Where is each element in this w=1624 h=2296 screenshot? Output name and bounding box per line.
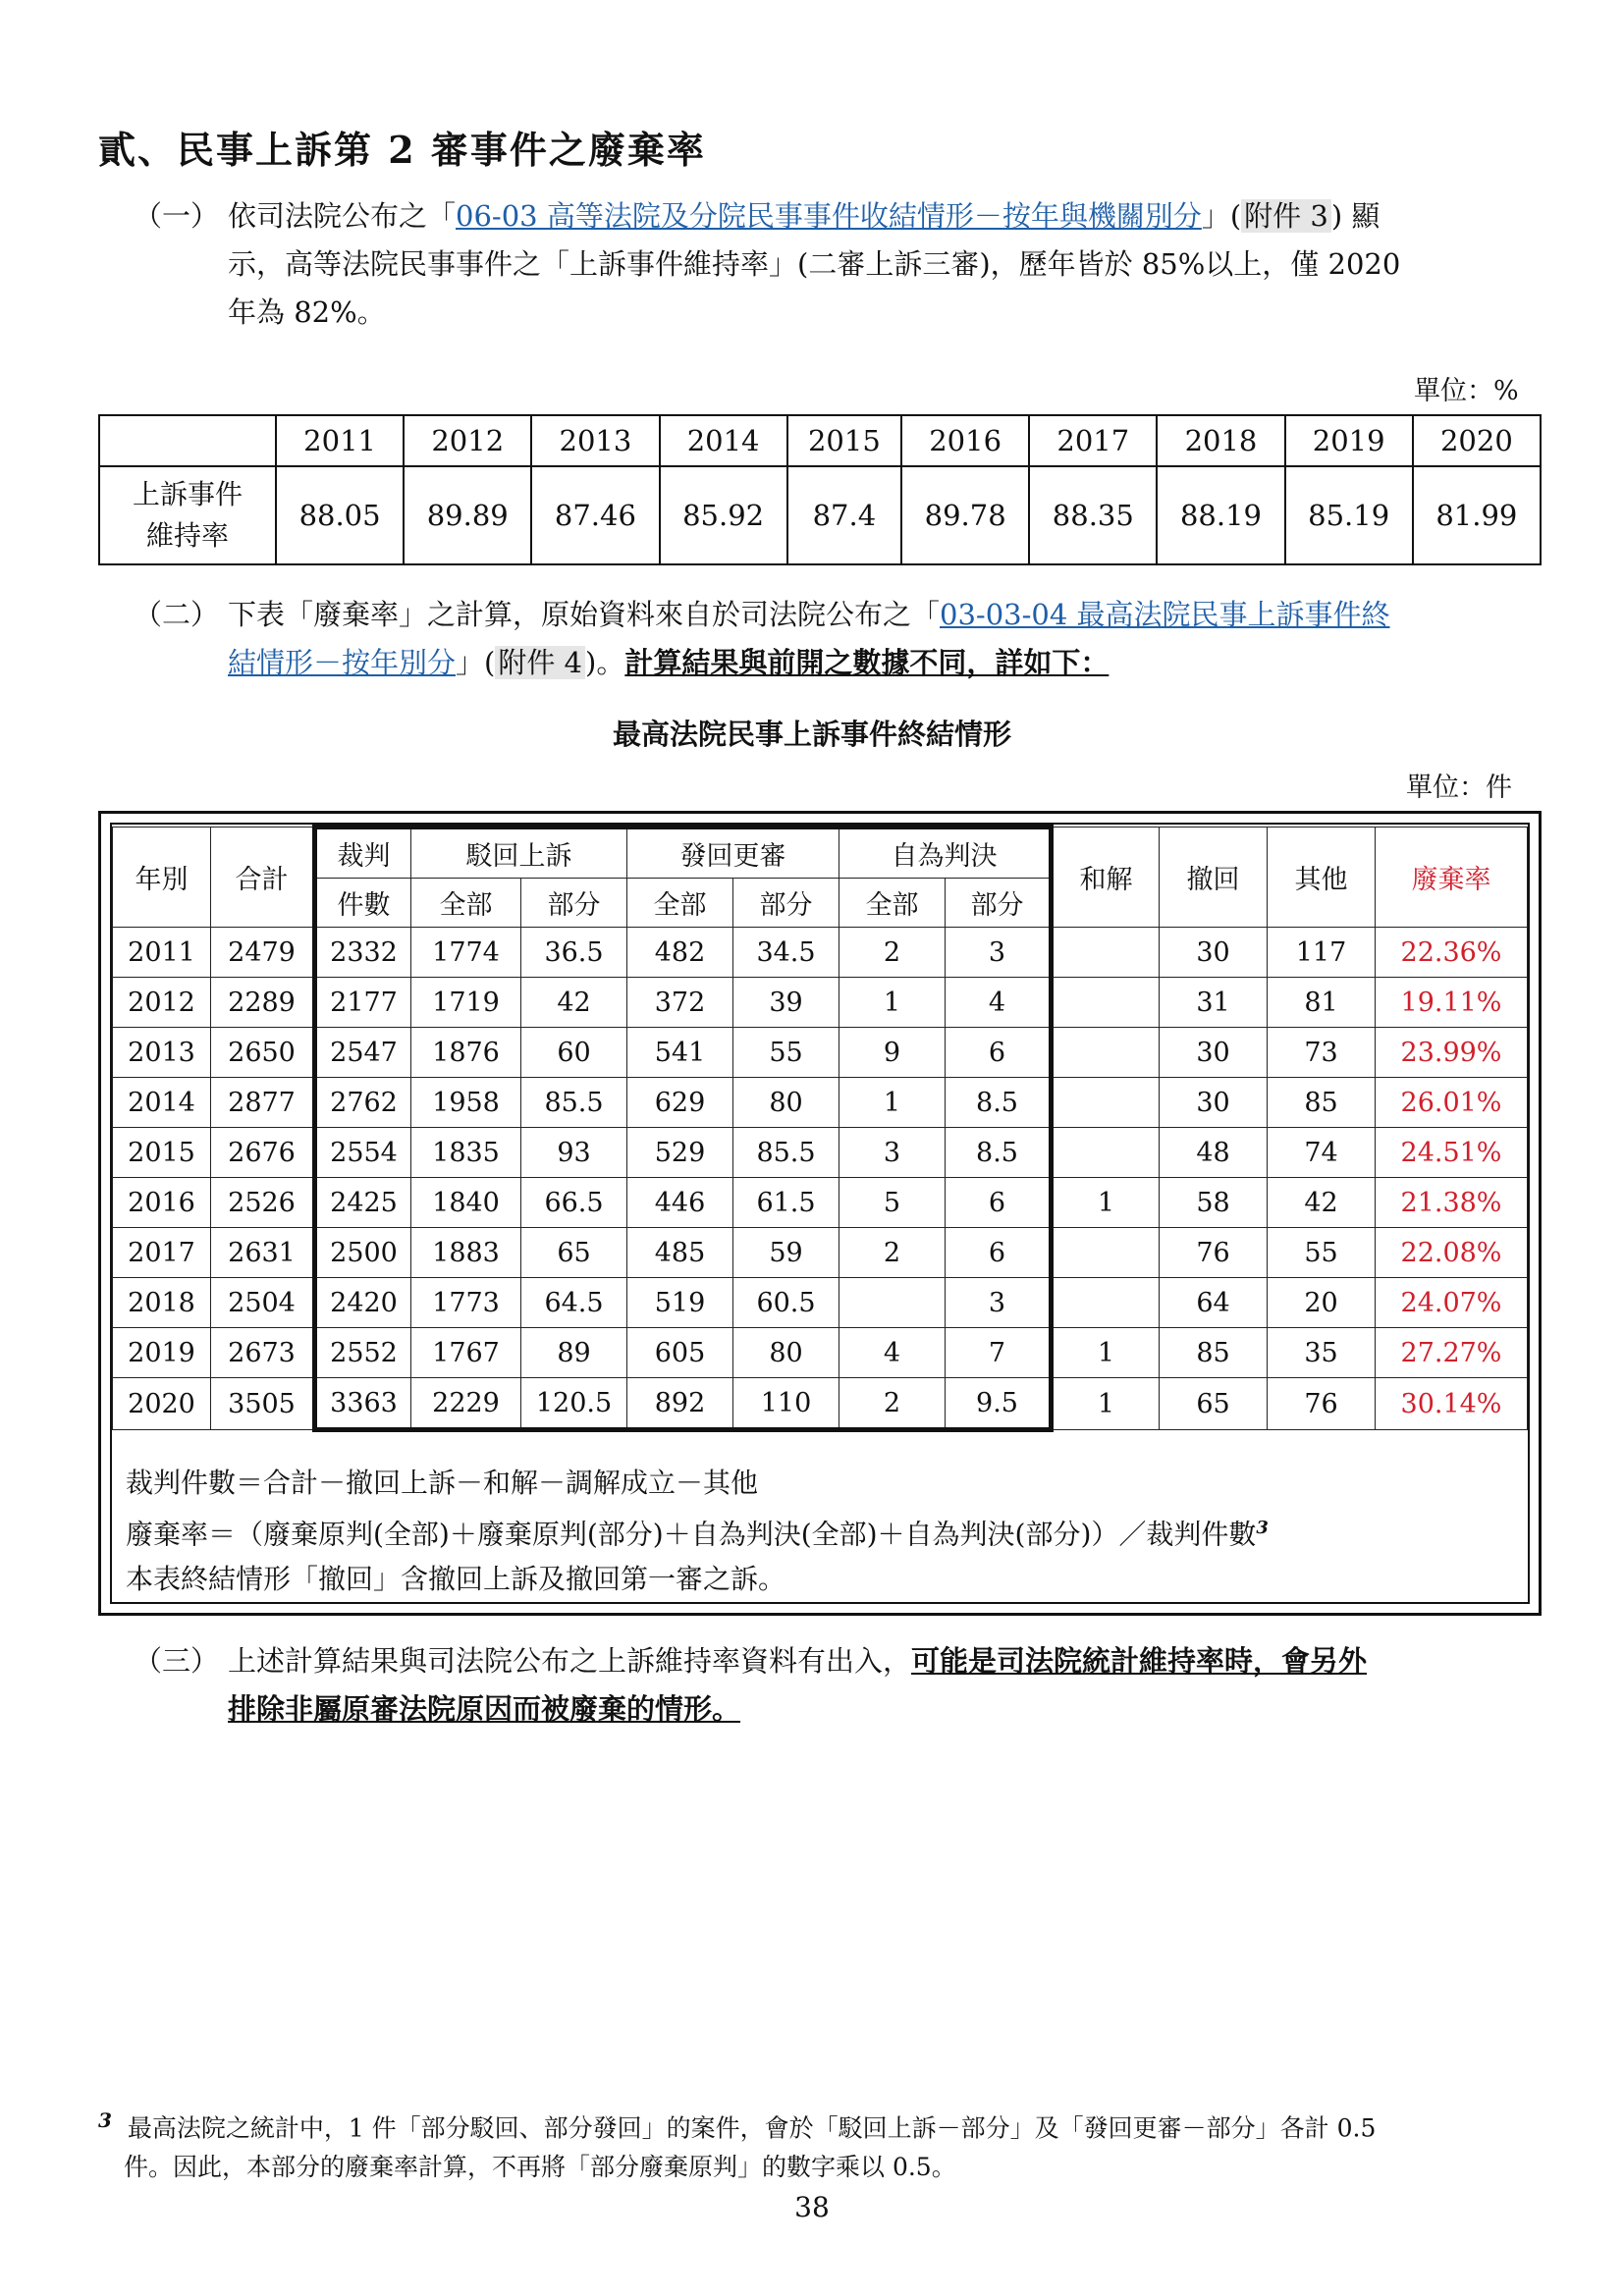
table-cell xyxy=(1052,978,1160,1028)
table-cell: 8.5 xyxy=(946,1128,1052,1178)
table-cell: 9.5 xyxy=(946,1378,1052,1430)
table-cell: 2420 xyxy=(315,1278,411,1328)
table-cell: 2332 xyxy=(315,928,411,978)
t1-value: 87.46 xyxy=(531,466,659,564)
t1-year: 2012 xyxy=(404,415,531,466)
table-cell: 85 xyxy=(1268,1078,1376,1128)
table-cell: 2762 xyxy=(315,1078,411,1128)
table-row xyxy=(113,1178,1528,1228)
table-cell: 64.5 xyxy=(521,1278,627,1328)
para-2-emphasis: 計算結果與前開之數據不同，詳如下： xyxy=(624,646,1110,679)
table-cell: 30 xyxy=(1160,928,1268,978)
table-cell: 34.5 xyxy=(733,928,839,978)
table-cell: 1876 xyxy=(411,1028,521,1078)
table-cell: 6 xyxy=(946,1228,1052,1278)
table-cell: 2011 xyxy=(113,928,211,978)
table-cell: 61.5 xyxy=(733,1178,839,1228)
table-cell: 93 xyxy=(521,1128,627,1178)
attachment-3-badge: 附件 3 xyxy=(1241,199,1331,233)
table-cell: 2676 xyxy=(211,1128,315,1178)
table-cell: 80 xyxy=(733,1328,839,1378)
table-cell xyxy=(1052,1278,1160,1328)
table-cell: 80 xyxy=(733,1078,839,1128)
table-cell: 65 xyxy=(1160,1378,1268,1430)
unit-label-percent: 單位：% xyxy=(1414,376,1519,406)
table-cell: 2877 xyxy=(211,1078,315,1128)
table-cell: 89 xyxy=(521,1328,627,1378)
table-cell: 1958 xyxy=(411,1078,521,1128)
table-cell: 4 xyxy=(946,978,1052,1028)
table-cell: 3363 xyxy=(315,1378,411,1430)
paragraph-1 xyxy=(134,192,1528,337)
table-cell: 48 xyxy=(1160,1128,1268,1178)
table-cell: 8.5 xyxy=(946,1078,1052,1128)
table-cell: 2504 xyxy=(211,1278,315,1328)
table-cell: 60.5 xyxy=(733,1278,839,1328)
table-cell: 60 xyxy=(521,1028,627,1078)
t1-year: 2016 xyxy=(901,415,1029,466)
t2-header-remand: 發回更審 xyxy=(627,828,839,879)
table-cell: 2552 xyxy=(315,1328,411,1378)
link-03-03-04-cont[interactable]: 結情形－按年別分 xyxy=(228,646,457,679)
table-cell: 2018 xyxy=(113,1278,211,1328)
para-1-line-3: 年為 82%。 xyxy=(228,295,386,329)
supreme-court-table xyxy=(112,825,1528,1432)
table-cell: 485 xyxy=(627,1228,733,1278)
table-2-notes xyxy=(126,1461,1269,1602)
table-cell: 6 xyxy=(946,1178,1052,1228)
para-3-emphasis-cont: 排除非屬原審法院原因而被廢棄的情形。 xyxy=(228,1692,741,1726)
table-cell: 55 xyxy=(1268,1228,1376,1278)
t2-header-other: 其他 xyxy=(1268,828,1376,928)
table-cell: 42 xyxy=(1268,1178,1376,1228)
t2-header-self: 自為判決 xyxy=(839,828,1052,879)
t1-year: 2015 xyxy=(787,415,901,466)
table-cell: 73 xyxy=(1268,1028,1376,1078)
t2-header-total: 合計 xyxy=(211,828,315,928)
table-cell: 64 xyxy=(1160,1278,1268,1328)
table-cell: 76 xyxy=(1160,1228,1268,1278)
table-cell: 1 xyxy=(1052,1178,1160,1228)
table-cell: 2014 xyxy=(113,1078,211,1128)
link-03-03-04[interactable]: 03-03-04 最高法院民事上訴事件終 xyxy=(940,598,1390,631)
para-3-number: （三） xyxy=(134,1644,220,1678)
table-cell: 6 xyxy=(946,1028,1052,1078)
t1-year: 2020 xyxy=(1413,415,1541,466)
table-cell: 117 xyxy=(1268,928,1376,978)
page-number: 38 xyxy=(794,2191,830,2223)
table-cell: 55 xyxy=(733,1028,839,1078)
table-cell: 482 xyxy=(627,928,733,978)
table-cell: 120.5 xyxy=(521,1378,627,1430)
table-cell: 31 xyxy=(1160,978,1268,1028)
note-judged-formula: 裁判件數＝合計－撤回上訴－和解－調解成立－其他 xyxy=(126,1467,759,1499)
table-cell: 39 xyxy=(733,978,839,1028)
t2-sub-all: 全部 xyxy=(411,879,521,928)
paragraph-3 xyxy=(134,1637,1528,1734)
table-row xyxy=(113,1028,1528,1078)
table-cell: 519 xyxy=(627,1278,733,1328)
table-cell: 2425 xyxy=(315,1178,411,1228)
table-cell: 3 xyxy=(946,928,1052,978)
table-cell: 27.27% xyxy=(1376,1328,1528,1378)
footnote-ref: 3 xyxy=(1256,1518,1269,1538)
table-row xyxy=(113,978,1528,1028)
table-cell: 42 xyxy=(521,978,627,1028)
table-cell: 74 xyxy=(1268,1128,1376,1178)
supreme-court-table-frame xyxy=(98,811,1542,1616)
table-cell: 2177 xyxy=(315,978,411,1028)
section-heading: 貳、民事上訴第 2 審事件之廢棄率 xyxy=(98,128,706,172)
table-cell: 1883 xyxy=(411,1228,521,1278)
table-cell: 2019 xyxy=(113,1328,211,1378)
table-cell: 2500 xyxy=(315,1228,411,1278)
table-cell: 2015 xyxy=(113,1128,211,1178)
t2-sub-part: 部分 xyxy=(733,879,839,928)
table-cell: 3 xyxy=(839,1128,946,1178)
maintenance-rate-table xyxy=(98,414,1542,565)
table-row xyxy=(113,928,1528,978)
table-cell: 892 xyxy=(627,1378,733,1430)
table-cell: 2479 xyxy=(211,928,315,978)
t2-sub-part: 部分 xyxy=(946,879,1052,928)
table-cell xyxy=(1052,1228,1160,1278)
table-cell: 2012 xyxy=(113,978,211,1028)
table-cell: 2017 xyxy=(113,1228,211,1278)
table-cell: 30.14% xyxy=(1376,1378,1528,1430)
note-withdraw: 本表終結情形「撤回」含撤回上訴及撤回第一審之訴。 xyxy=(126,1563,786,1596)
table-cell: 372 xyxy=(627,978,733,1028)
table-cell: 36.5 xyxy=(521,928,627,978)
t2-header-dismiss: 駁回上訴 xyxy=(411,828,627,879)
t2-header-judged-2: 件數 xyxy=(315,879,411,928)
table-cell: 85 xyxy=(1160,1328,1268,1378)
table-cell: 4 xyxy=(839,1328,946,1378)
table-cell xyxy=(839,1278,946,1328)
table-cell: 2013 xyxy=(113,1028,211,1078)
t2-sub-part: 部分 xyxy=(521,879,627,928)
table-cell: 1840 xyxy=(411,1178,521,1228)
table-cell: 21.38% xyxy=(1376,1178,1528,1228)
t1-year: 2013 xyxy=(531,415,659,466)
para-2-text-c: )。 xyxy=(585,646,625,679)
attachment-4-badge: 附件 4 xyxy=(495,646,585,679)
t2-sub-all: 全部 xyxy=(839,879,946,928)
table-row xyxy=(113,1128,1528,1178)
t1-corner-cell xyxy=(99,415,276,466)
table-cell: 2 xyxy=(839,928,946,978)
t1-value: 89.89 xyxy=(404,466,531,564)
footnote-line-1: 最高法院之統計中，1 件「部分駁回、部分發回」的案件，會於「駁回上訴－部分」及「發回更審－部分」各計 0.5 xyxy=(127,2113,1377,2143)
table-cell: 2526 xyxy=(211,1178,315,1228)
table-cell: 2 xyxy=(839,1228,946,1278)
table-cell xyxy=(1052,928,1160,978)
table-cell: 66.5 xyxy=(521,1178,627,1228)
t1-year: 2014 xyxy=(660,415,787,466)
t2-header-withdraw: 撤回 xyxy=(1160,828,1268,928)
table-cell: 1 xyxy=(839,978,946,1028)
t1-value: 88.05 xyxy=(276,466,404,564)
table-cell: 7 xyxy=(946,1328,1052,1378)
footnote xyxy=(98,2101,1376,2187)
table-row xyxy=(113,1078,1528,1128)
para-1-text-c: ) 顯 xyxy=(1330,199,1380,233)
table-cell xyxy=(1052,1128,1160,1178)
t2-sub-all: 全部 xyxy=(627,879,733,928)
table-cell: 2650 xyxy=(211,1028,315,1078)
table-cell: 2 xyxy=(839,1378,946,1430)
note-rate-formula: 廢棄率＝（廢棄原判(全部)＋廢棄原判(部分)＋自為判決(全部)＋自為判決(部分)）／裁判件數$^3$ xyxy=(126,1518,1269,1551)
table-cell: 2631 xyxy=(211,1228,315,1278)
table-cell: 23.99% xyxy=(1376,1028,1528,1078)
table-cell: 1 xyxy=(1052,1378,1160,1430)
t1-value: 81.99 xyxy=(1413,466,1541,564)
table-cell: 24.07% xyxy=(1376,1278,1528,1328)
t1-value: 85.92 xyxy=(660,466,787,564)
table-cell: 629 xyxy=(627,1078,733,1128)
table-cell: 9 xyxy=(839,1028,946,1078)
t2-header-settle: 和解 xyxy=(1052,828,1160,928)
table-cell: 19.11% xyxy=(1376,978,1528,1028)
table-cell: 58 xyxy=(1160,1178,1268,1228)
table-cell: 22.36% xyxy=(1376,928,1528,978)
table-cell: 446 xyxy=(627,1178,733,1228)
table-cell: 20 xyxy=(1268,1278,1376,1328)
table-2-title: 最高法院民事上訴事件終結情形 xyxy=(612,718,1011,751)
para-2-text-b: 」( xyxy=(456,646,496,679)
table-cell: 22.08% xyxy=(1376,1228,1528,1278)
table-row xyxy=(113,1328,1528,1378)
t1-value: 88.35 xyxy=(1029,466,1157,564)
link-06-03[interactable]: 06-03 高等法院及分院民事事件收結情形－按年與機關別分 xyxy=(456,199,1202,233)
table-cell: 1773 xyxy=(411,1278,521,1328)
table-cell: 2016 xyxy=(113,1178,211,1228)
para-3-text: 上述計算結果與司法院公布之上訴維持率資料有出入， xyxy=(228,1644,912,1678)
table-cell: 2229 xyxy=(411,1378,521,1430)
t2-header-judged: 裁判 xyxy=(315,828,411,879)
table-cell: 30 xyxy=(1160,1028,1268,1078)
table-cell: 85.5 xyxy=(521,1078,627,1128)
t1-value: 85.19 xyxy=(1285,466,1413,564)
t1-value: 89.78 xyxy=(901,466,1029,564)
footnote-line-2: 件。因此，本部分的廢棄率計算，不再將「部分廢棄原判」的數字乘以 0.5。 xyxy=(124,2153,956,2182)
para-1-line-2: 示，高等法院民事事件之「上訴事件維持率」(二審上訴三審)，歷年皆於 85%以上，僅 2020 xyxy=(228,247,1401,281)
t2-header-year: 年別 xyxy=(113,828,211,928)
table-cell: 2289 xyxy=(211,978,315,1028)
table-cell: 30 xyxy=(1160,1078,1268,1128)
table-cell: 5 xyxy=(839,1178,946,1228)
para-2-text: 下表「廢棄率」之計算，原始資料來自於司法院公布之「 xyxy=(228,598,941,631)
table-cell xyxy=(1052,1028,1160,1078)
table-cell: 529 xyxy=(627,1128,733,1178)
para-1-number: （一） xyxy=(134,199,220,233)
t1-row-label: 上訴事件 維持率 xyxy=(99,466,276,564)
unit-label-cases: 單位：件 xyxy=(1406,773,1512,803)
table-row xyxy=(113,1278,1528,1328)
para-3-emphasis: 可能是司法院統計維持率時，會另外 xyxy=(911,1644,1368,1678)
table-row xyxy=(113,1228,1528,1278)
table-cell: 35 xyxy=(1268,1328,1376,1378)
t1-value: 87.4 xyxy=(787,466,901,564)
table-cell: 1774 xyxy=(411,928,521,978)
table-cell: 85.5 xyxy=(733,1128,839,1178)
table-cell: 1835 xyxy=(411,1128,521,1178)
para-1-text: 依司法院公布之「 xyxy=(228,199,457,233)
table-cell: 59 xyxy=(733,1228,839,1278)
table-cell: 2020 xyxy=(113,1378,211,1430)
t1-year: 2011 xyxy=(276,415,404,466)
t1-value: 88.19 xyxy=(1157,466,1284,564)
table-cell: 605 xyxy=(627,1328,733,1378)
table-cell: 541 xyxy=(627,1028,733,1078)
table-cell: 26.01% xyxy=(1376,1078,1528,1128)
t1-year: 2017 xyxy=(1029,415,1157,466)
table-cell: 1719 xyxy=(411,978,521,1028)
footnote-marker: 3 xyxy=(98,2109,112,2132)
table-row xyxy=(113,1378,1528,1430)
table-cell: 24.51% xyxy=(1376,1128,1528,1178)
table-cell: 1 xyxy=(1052,1328,1160,1378)
table-cell: 81 xyxy=(1268,978,1376,1028)
table-cell: 76 xyxy=(1268,1378,1376,1430)
table-cell: 2673 xyxy=(211,1328,315,1378)
table-cell: 65 xyxy=(521,1228,627,1278)
t2-header-rate: 廢棄率 xyxy=(1376,828,1528,928)
table-cell: 2547 xyxy=(315,1028,411,1078)
para-1-text-b: 」( xyxy=(1201,199,1242,233)
table-cell: 3 xyxy=(946,1278,1052,1328)
table-cell: 2554 xyxy=(315,1128,411,1178)
table-cell: 1 xyxy=(839,1078,946,1128)
t1-year: 2019 xyxy=(1285,415,1413,466)
table-cell: 3505 xyxy=(211,1378,315,1430)
t1-year: 2018 xyxy=(1157,415,1284,466)
para-2-number: （二） xyxy=(134,598,220,631)
paragraph-2 xyxy=(134,591,1528,687)
table-cell: 1767 xyxy=(411,1328,521,1378)
table-cell: 110 xyxy=(733,1378,839,1430)
table-cell xyxy=(1052,1078,1160,1128)
